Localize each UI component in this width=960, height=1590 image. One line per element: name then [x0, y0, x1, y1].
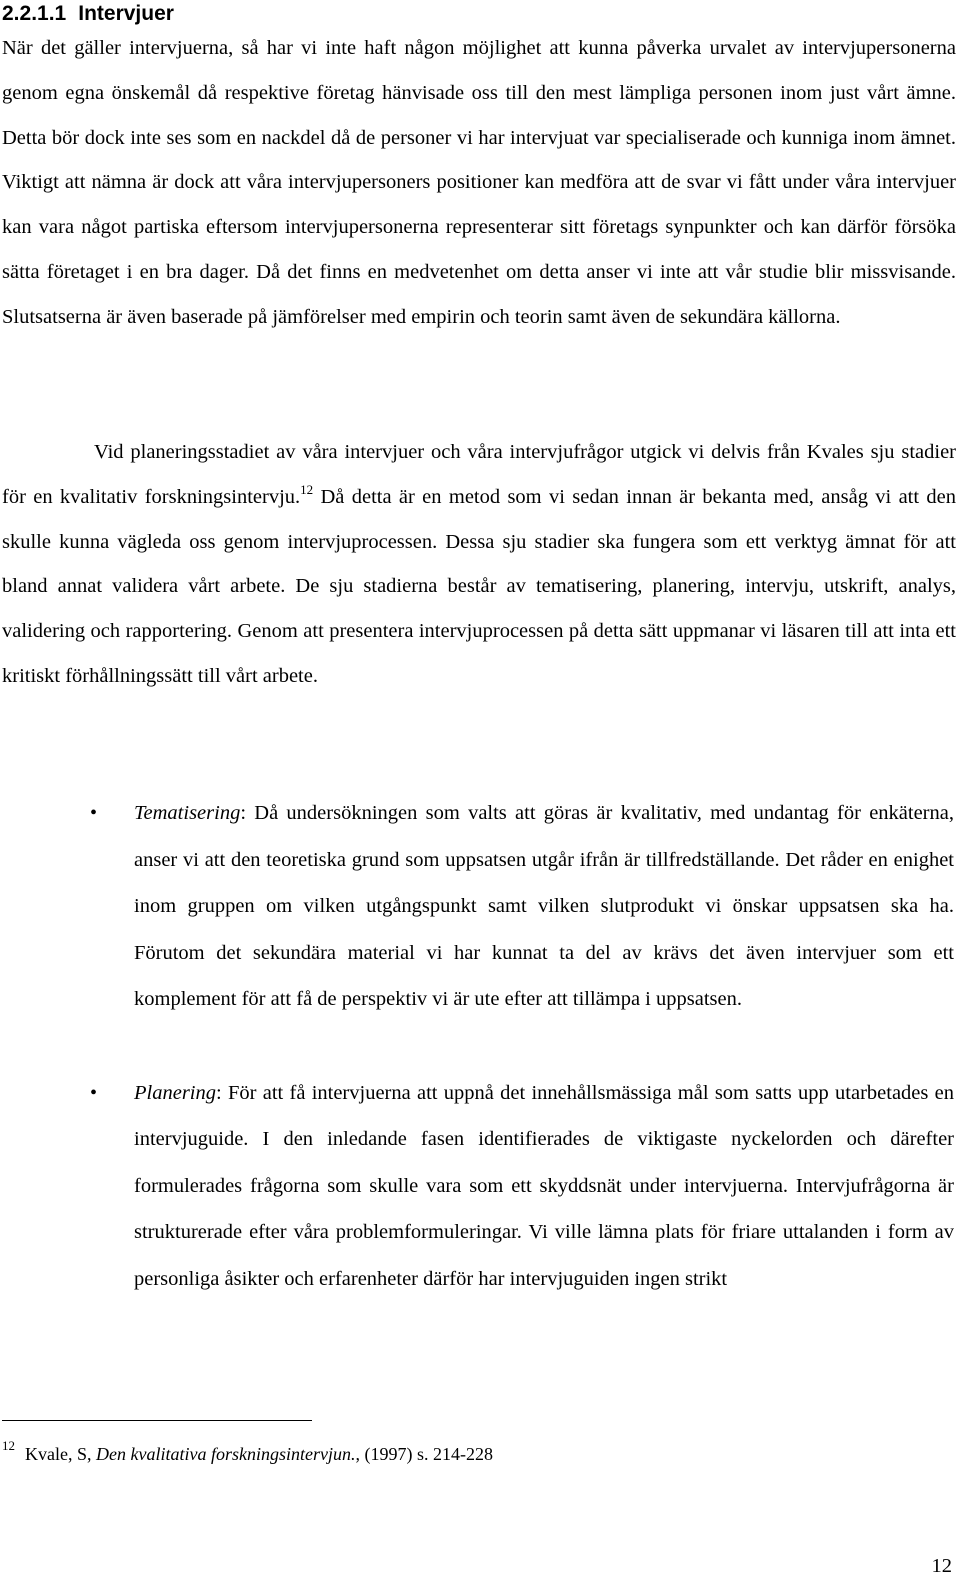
paragraph-intervjuer: När det gäller intervjuerna, så har vi inte haft någon möjlighet att kunna påverka urvalet av intervjupersonerna genom egna önskemål då respektive företag hänvisade oss till den mest lämpliga personen inom just vårt ämne. Detta bör dock inte ses som en nackdel då de personer vi har intervjuat var specialiserade och kunniga inom ämnet. Viktigt att nämna är dock att våra intervjupersoners positioner kan medföra att de svar vi fått under våra intervjuer kan vara något partiska eftersom intervjupersonerna representerar sitt företags synpunkter och kan därför försöka sätta företaget i en bra dager. Då det finns en medvetenhet om detta anser vi inte att vår studie blir missvisande. Slutsatserna är även baserade på jämförelser med empirin och teorin samt även de sekundära källorna. [2, 37, 956, 328]
list-item-term: Tematisering [134, 802, 241, 824]
paragraph-text-before-reference: Vid planeringsstadiet av våra intervjuer och våra intervjufrågor utgick vi delvis från Kvales sju stadier för en kvalitativ forskningsintervju. [2, 441, 956, 508]
page-number: 12 [931, 1555, 952, 1577]
list-item-term: Planering [134, 1081, 216, 1104]
footnote-details: , (1997) s. 214-228 [355, 1444, 493, 1464]
section-number: 2.2.1.1 [2, 2, 67, 25]
section-heading [2, 0, 174, 28]
list-item-text: : Då undersökningen som valts att göras är kvalitativ, med undantag för enkäterna, anser vi att den teoretiska grund som uppsatsen utgår ifrån är tillfredställande. Det råder en enighet inom gruppen om vilken utgångspunkt samt vilken slutprodukt vi önskar uppsatsen ska ha. Förutom det sekundära material vi har kunnat ta del av krävs det även intervjuer som ett komplement för att få de perspektiv vi är ute efter att tillämpa i uppsatsen. [134, 802, 954, 1010]
section-title: Intervjuer [78, 2, 174, 25]
footnote-number: 12 [2, 1438, 15, 1453]
footnote-reference[interactable]: 12 [300, 481, 314, 497]
footnote-divider [2, 1420, 312, 1421]
footnote-author: Kvale, S, [25, 1444, 96, 1464]
list-item-text: : För att få intervjuerna att uppnå det innehållsmässiga mål som satts upp utarbetades en intervjuguide. I den inledande fasen identifierades de viktigaste nyckelorden och därefter formulerades frågorna som skulle vara som ett skyddsnät under intervjuerna. Intervjufrågorna är strukturerade efter våra problemformuleringar. Vi ville lämna plats för friare uttalanden i form av personliga åsikter och erfarenheter därför har intervjuguiden ingen strikt [134, 1081, 954, 1290]
stage-list [0, 790, 960, 1302]
paragraph-planeringsstadiet [2, 430, 956, 699]
list-item-planering [0, 1070, 954, 1303]
paragraph-text-after-reference: Då detta är en metod som vi sedan innan är bekanta med, ansåg vi att den skulle kunna vägleda oss genom intervjuprocessen. Dessa sju stadier ska fungera som ett verktyg ämnat för att bland annat validera vårt arbete. De sju stadierna består av tematisering, planering, intervju, utskrift, analys, validering och rapportering. Genom att presentera intervjuprocessen på detta sätt uppmanar vi läsaren till att inta ett kritiskt förhållningssätt till vårt arbete. [2, 485, 956, 687]
list-item-tematisering [0, 790, 954, 1023]
bullet-icon: • [90, 1081, 98, 1104]
bullet-icon: • [90, 802, 98, 824]
footnote-title: Den kvalitativa forskningsintervjun. [96, 1444, 356, 1464]
footnote [2, 1432, 493, 1468]
